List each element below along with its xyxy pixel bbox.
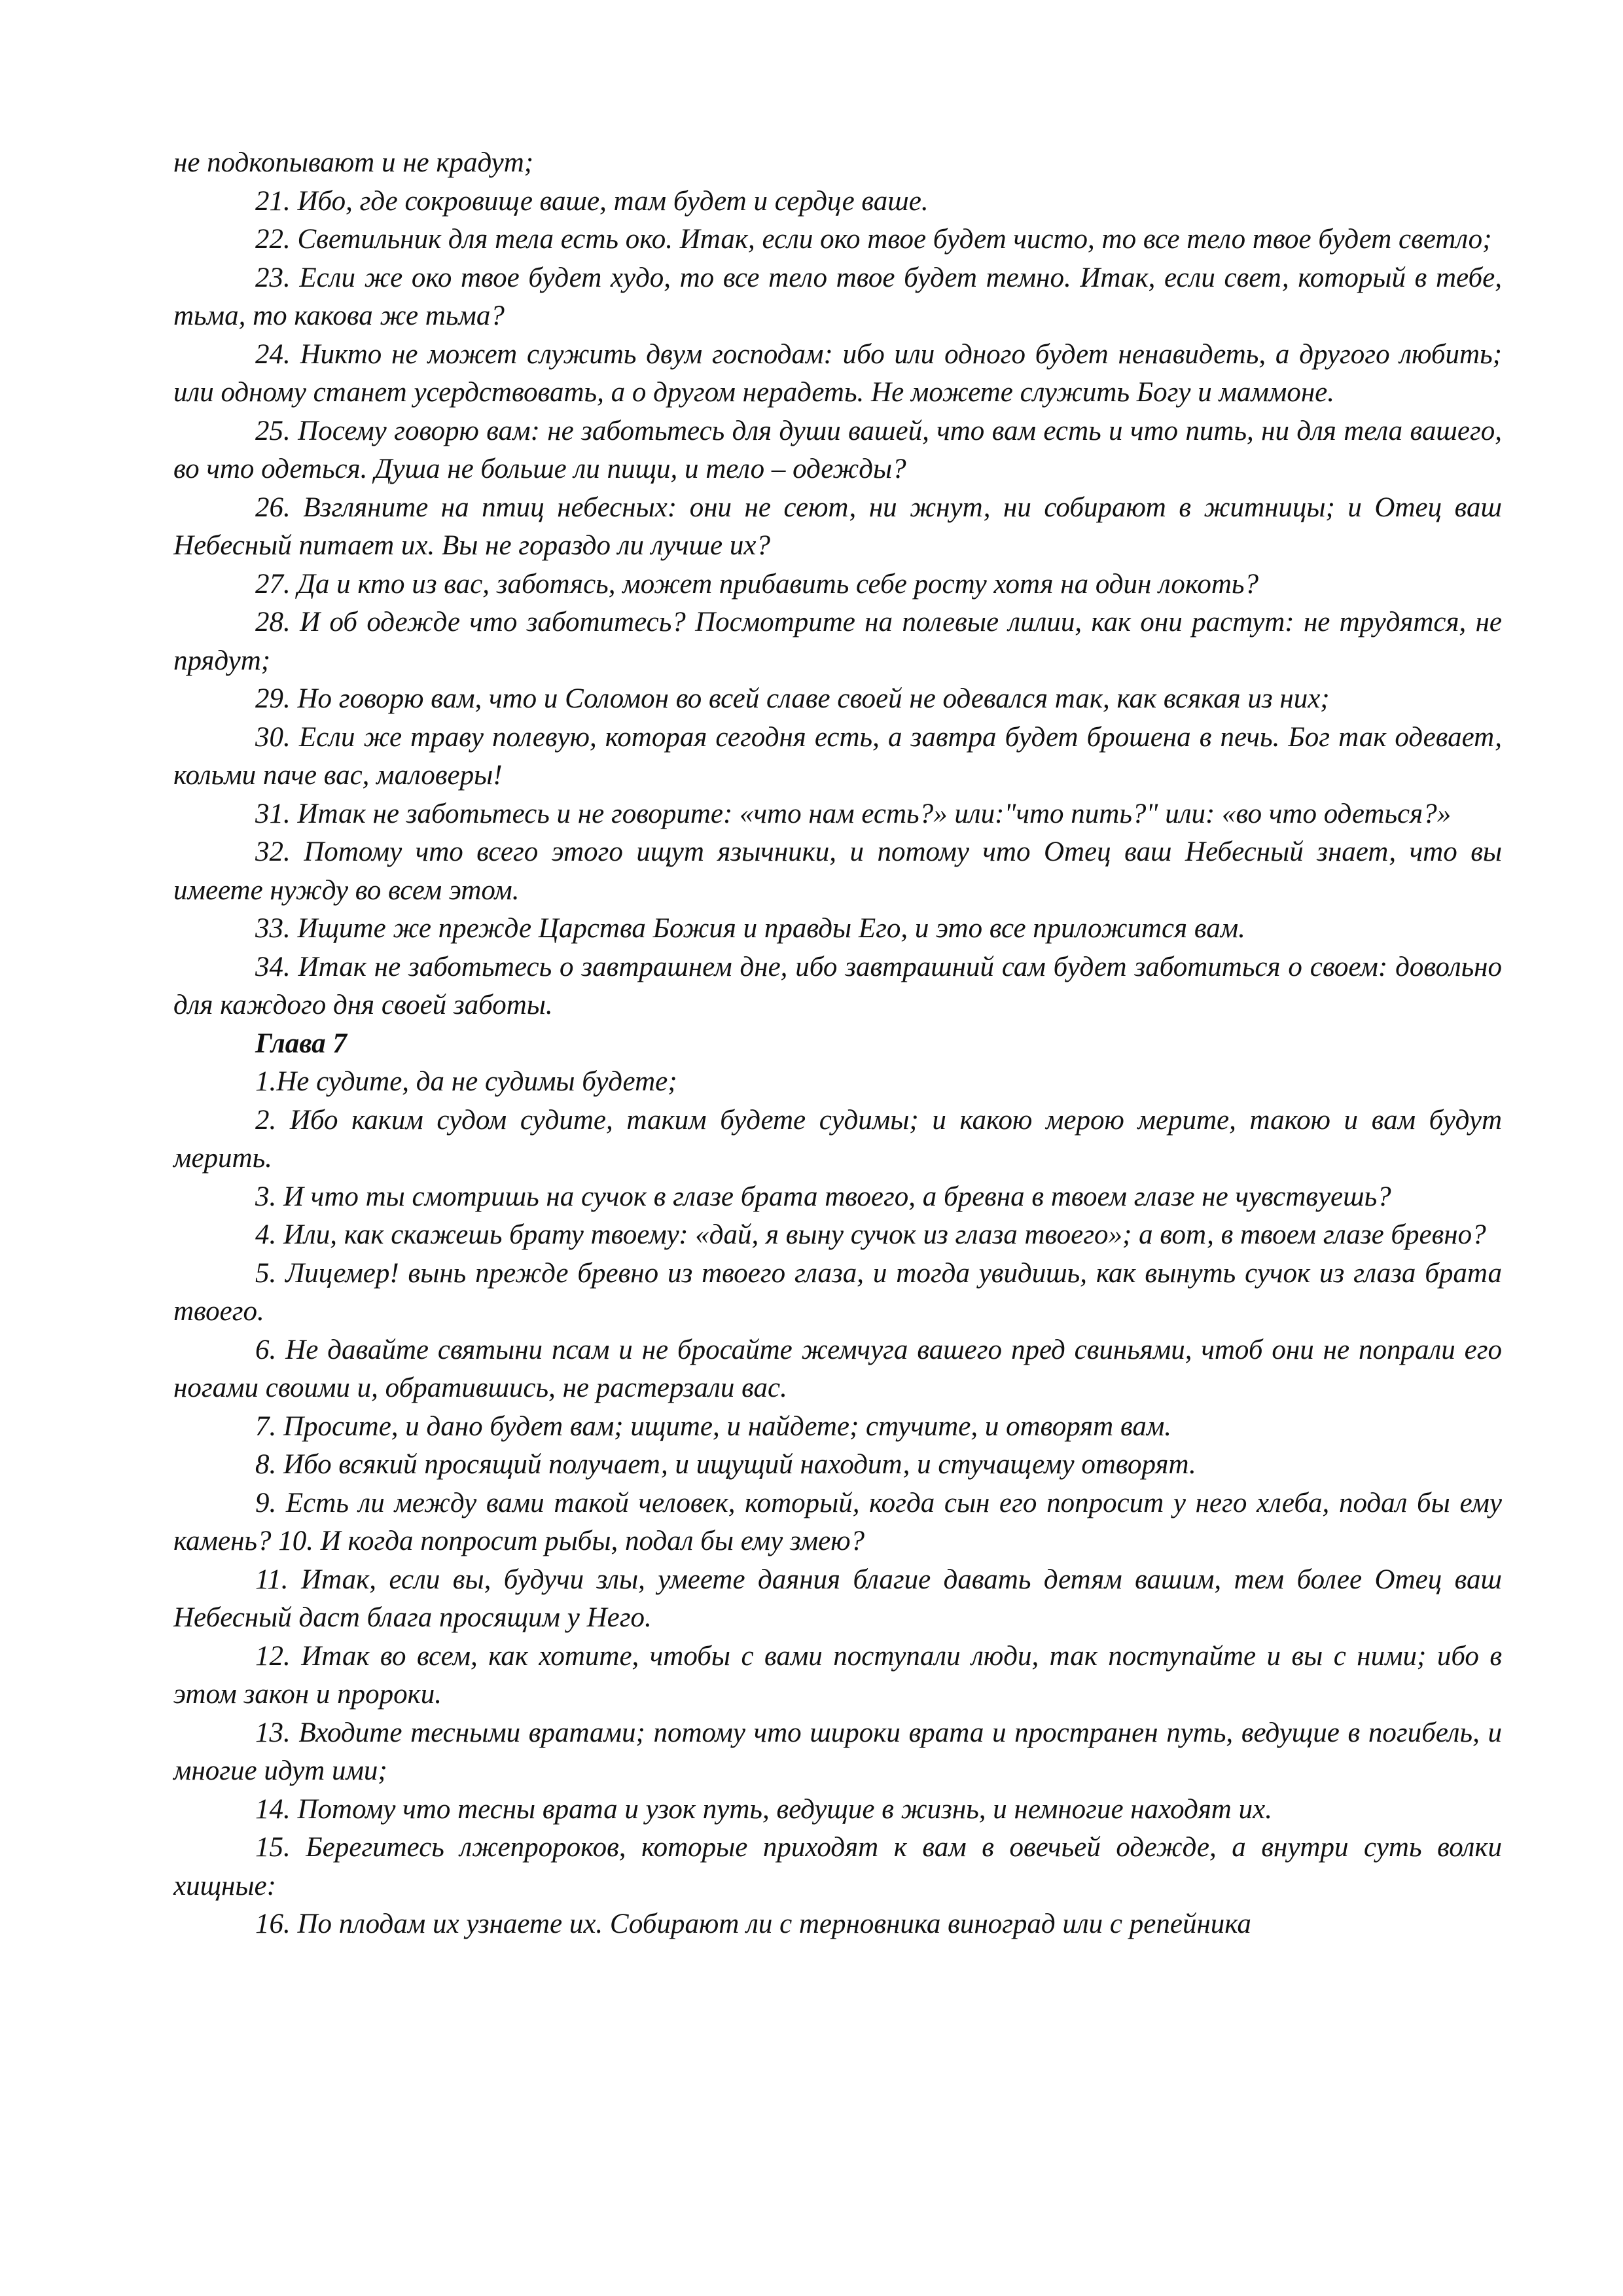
verse-6-33: 33. Ищите же прежде Царства Божия и правды Его, и это все приложится вам. — [255, 913, 1245, 944]
verse-7-6: 6. Не давайте святыни псам и не бросайте жемчуга вашего пред свиньями, чтоб они не попрали его ногами своими и, обратившись, не растерзали вас. — [173, 1334, 1502, 1403]
verse-7-8: 8. Ибо всякий просящий получает, и ищущий находит, и стучащему отворят. — [255, 1449, 1196, 1480]
verse-7-9: 9. Есть ли между вами такой человек, который, когда сын его попросит у него хлеба, подал бы ему камень? 10. И когда попросит рыбы, подал бы ему змею? — [173, 1487, 1502, 1556]
verse-6-26: 26. Взгляните на птиц небесных: они не сеют, ни жнут, ни собирают в житницы; и Отец ваш Небесный питает их. Вы не гораздо ли лучше их? — [173, 492, 1502, 561]
verse-7-5: 5. Лицемер! вынь прежде бревно из твоего глаза, и тогда увидишь, как вынуть сучок из глаза брата твоего. — [173, 1257, 1502, 1327]
verse-7-7: 7. Просите, и дано будет вам; ищите, и найдете; стучите, и отворят вам. — [255, 1410, 1172, 1442]
verse-6-30: 30. Если же траву полевую, которая сегодня есть, а завтра будет брошена в печь. Бог так одевает, кольми паче вас, маловеры! — [173, 721, 1502, 791]
verse-7-11: 11. Итак, если вы, будучи злы, умеете даяния благие давать детям вашим, тем более Отец ваш Небесный даст блага просящим у Него. — [173, 1564, 1502, 1633]
verse-6-25: 25. Посему говорю вам: не заботьтесь для души вашей, что вам есть и что пить, ни для тела вашего, во что одеться. Душа не больше ли пищи, и тело – одежды? — [173, 415, 1502, 484]
verse-6-21: 21. Ибо, где сокровище ваше, там будет и сердце ваше. — [255, 185, 929, 217]
verse-7-15: 15. Берегитесь лжепророков, которые приходят к вам в овечьей одежде, а внутри суть волки хищные: — [173, 1832, 1502, 1901]
verse-6-22: 22. Светильник для тела есть око. Итак, если око твое будет чисто, то все тело твое будет светло; — [255, 224, 1492, 255]
document-page — [173, 144, 1502, 1944]
verse-6-23: 23. Если же око твое будет худо, то все тело твое будет темно. Итак, если свет, который в тебе, тьма, то какова же тьма? — [173, 262, 1502, 331]
verse-6-34: 34. Итак не заботьтесь о завтрашнем дне, ибо завтрашний сам будет заботиться о своем: довольно для каждого дня своей заботы. — [173, 951, 1502, 1020]
verse-6-27: 27. Да и кто из вас, заботясь, может прибавить себе росту хотя на один локоть? — [255, 568, 1258, 600]
paragraph-continuation: не подкопывают и не крадут; — [173, 147, 534, 178]
verse-6-31: 31. Итак не заботьтесь и не говорите: «что нам есть?» или:"что пить?" или: «во что одеться?» — [255, 798, 1452, 829]
chapter-heading: Глава 7 — [255, 1028, 347, 1059]
verse-7-14: 14. Потому что тесны врата и узок путь, ведущие в жизнь, и немногие находят их. — [255, 1793, 1272, 1825]
verse-7-3: 3. И что ты смотришь на сучок в глазе брата твоего, а бревна в твоем глазе не чувствуешь? — [255, 1181, 1391, 1212]
verse-6-29: 29. Но говорю вам, что и Соломон во всей славе своей не одевался так, как всякая из них; — [255, 683, 1330, 714]
verse-7-16: 16. По плодам их узнаете их. Собирают ли с терновника виноград или с репейника — [255, 1909, 1251, 1939]
verse-6-24: 24. Никто не может служить двум господам: ибо или одного будет ненавидеть, а другого любить; или одному станет усердствовать, а о другом нерадеть. Не можете служить Богу и маммоне. — [173, 338, 1502, 408]
verse-6-32: 32. Потому что всего этого ищут язычники, и потому что Отец ваш Небесный знает, что вы имеете нужду во всем этом. — [173, 836, 1502, 906]
verse-6-28: 28. И об одежде что заботитесь? Посмотрите на полевые лилии, как они растут: не трудятся, не прядут; — [173, 607, 1502, 676]
verse-7-12: 12. Итак во всем, как хотите, чтобы с вами поступали люди, так поступайте и вы с ними; ибо в этом закон и пророки. — [173, 1640, 1502, 1710]
verse-7-4: 4. Или, как скажешь брату твоему: «дай, я выну сучок из глаза твоего»; а вот, в твоем глазе бревно? — [255, 1219, 1486, 1250]
verse-7-13: 13. Входите тесными вратами; потому что широки врата и пространен путь, ведущие в погибель, и многие идут ими; — [173, 1717, 1502, 1786]
verse-7-2: 2. Ибо каким судом судите, таким будете судимы; и какою мерою мерите, такою и вам будут мерить. — [173, 1104, 1502, 1174]
verse-7-1: 1.Не судите, да не судимы будете; — [255, 1066, 677, 1097]
